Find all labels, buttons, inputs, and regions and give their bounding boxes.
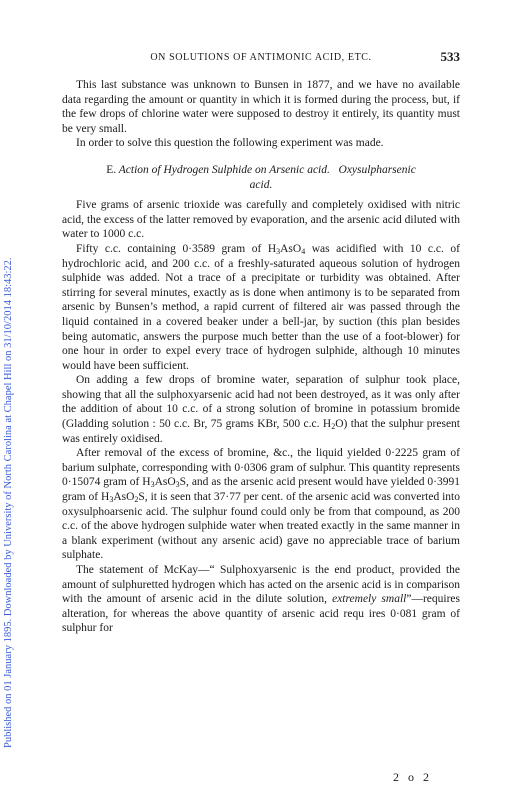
subscript: 3 — [109, 495, 114, 505]
paragraph-1: This last substance was unknown to Bunsen in 1877, and we have no available data regarding the amount or quantity in which it is formed during the process, but, if the few drops of chlorine water were supposed to destroy it entirely, its quantity must be very small. — [62, 79, 460, 135]
paragraph-2: In order to solve this question the following experiment was made. — [76, 137, 384, 150]
paragraph-3: Five grams of arsenic trioxide was carefully and completely oxidised with nitric acid, the excess of the latter removed by evaporation, and the arsenic acid diluted with water to 1000 c.c. — [62, 199, 460, 241]
signature-mark: 2 o 2 — [393, 770, 432, 784]
p6-text-e: S, it is seen that 37·77 per cent. of the arsenic acid was converted into oxysulphoarsenic acid. The sulphur found could only be from that compound, as 200 c.c. of the above hydrogen sulphide water when treated exactly in the same manner in a blank experiment (without any arsenic acid) gave no appreciable trace of barium sulphate. — [62, 491, 460, 562]
p6-text-b: AsO — [154, 476, 176, 489]
subscript: 2 — [134, 495, 139, 505]
p7-text-c: ”—requires alteration, for whereas the above quantity of arsenic acid requ ires 0·081 gram of sulphur for — [62, 593, 461, 635]
paragraph-4 — [62, 242, 460, 373]
p5-text-a: On adding a few drops of bromine water, separation of sulphur took place, showing that all the sulphoxyarsenic acid had not been destroyed, as it was only after the addition of about 10 c.c. of a strong solution of bromine in potassium bromide (Gladding solution : 50 c.c. Br, 75 grams KBr, 500 c.c. H — [62, 374, 460, 431]
article-body — [62, 78, 460, 636]
p6-text-a: After removal of the excess of bromine, &c., the liquid yielded 0·2225 gram of barium sulphate, corresponding with 0·0306 gram of sulphur. This quantity represents 0·15074 gram of H — [62, 447, 460, 489]
subscript: 4 — [301, 246, 306, 256]
download-watermark: Published on 01 January 1895. Downloaded by University of North Carolina at Chapel Hill on 31/10/2014 18:43:22. — [3, 257, 14, 748]
p7-text-a: The statement of McKay—“ Sulphoxyarsenic is the end product, provided the amount of sulphuretted hydrogen which has acted on the arsenic acid is in comparison with the amount of arsenic acid in the dilute solution, — [62, 564, 460, 606]
section-letter: E. — [106, 163, 117, 176]
paragraph-5 — [62, 373, 460, 446]
paragraph-7 — [62, 563, 460, 636]
paragraph-6 — [62, 446, 460, 563]
section-title: Action of Hydrogen Sulphide on Arsenic acid. — [118, 163, 330, 176]
p6-text-d: AsO — [113, 491, 135, 504]
subscript: 3 — [276, 246, 281, 256]
subscript: 3 — [150, 480, 155, 490]
section-subtitle-b: acid. — [249, 178, 273, 191]
section-subtitle-a: Oxysulpharsenic — [338, 163, 416, 176]
p5-text-b: O) that the sulphur present was entirely oxidised. — [62, 418, 460, 445]
p4-text-a: Fifty c.c. containing 0·3589 gram of H — [76, 242, 277, 255]
subscript: 3 — [175, 480, 180, 490]
running-title: ON SOLUTIONS OF ANTIMONIC ACID, ETC. — [150, 52, 372, 63]
page-number: 533 — [440, 49, 460, 64]
p6-text-c: S, and as the arsenic acid present would have yielded 0·3991 gram of H — [62, 476, 460, 504]
subscript: 2 — [331, 422, 336, 432]
p4-text-b: AsO — [280, 242, 302, 255]
section-heading — [62, 163, 460, 192]
p7-emphasis: extremely small — [332, 593, 407, 606]
p4-text-c: was acidified with 10 c.c. of hydrochloric acid, and 200 c.c. of a freshly-saturated aqueous solution of hydrogen sulphide was added. Not a trace of a precipitate or turbidity was obtained. After stirring for several minutes, exactly as is done when antimony is to be separated from arsenic by Bunsen’s method, a rapid current of filtered air was passed through the liquid contained in a covered beaker under a bell-jar, by suction (this plan besides being automatic, answers the purpose much better than the use of a foot-blower) for one hour in order to expel every trace of hydrogen sulphide, although 10 minutes would have been sufficient. — [62, 242, 460, 372]
page-header — [62, 50, 460, 66]
